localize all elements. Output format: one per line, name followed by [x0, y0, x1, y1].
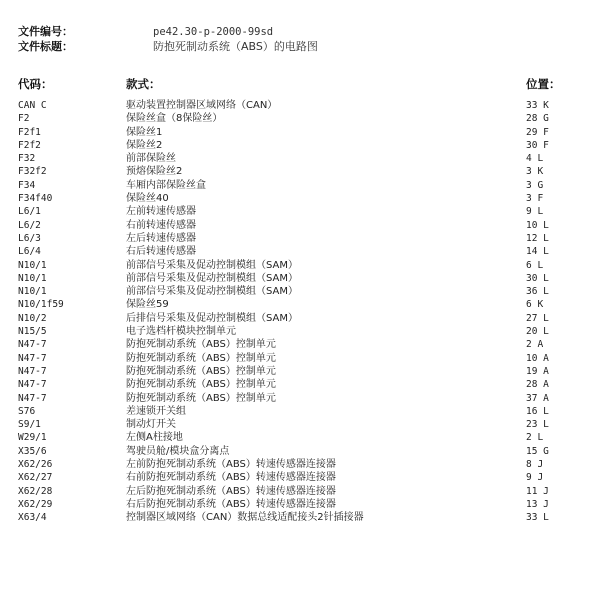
row-description: 左前防抱死制动系统（ABS）转速传感器连接器	[126, 459, 336, 471]
row-position: 9 J	[526, 472, 544, 484]
table-row	[0, 126, 608, 139]
row-code: X62/27	[18, 472, 53, 484]
row-code: N47-7	[18, 365, 47, 377]
table-row	[0, 312, 608, 325]
row-code: F34f40	[18, 193, 53, 205]
table-row	[0, 219, 608, 232]
row-code: N15/5	[18, 326, 47, 338]
row-position: 3 G	[526, 179, 544, 191]
row-code: N10/1	[18, 259, 47, 271]
table-row	[0, 165, 608, 178]
row-position: 20 L	[526, 326, 549, 338]
row-description: 前部信号采集及促动控制模组（SAM）	[126, 286, 299, 298]
column-header-code: 代码：	[18, 77, 53, 91]
table-row	[0, 245, 608, 258]
row-code: F2f1	[18, 126, 41, 138]
row-description: 保险丝盒（8保险丝）	[126, 113, 223, 125]
row-position: 23 L	[526, 419, 549, 431]
row-description: 前部信号采集及促动控制模组（SAM）	[126, 272, 299, 284]
row-position: 28 A	[526, 379, 549, 391]
row-description: 车厢内部保险丝盒	[126, 179, 206, 191]
row-position: 8 J	[526, 459, 544, 471]
row-description: 左侧A柱接地	[126, 432, 183, 444]
row-position: 28 G	[526, 113, 549, 125]
row-description: 右后防抱死制动系统（ABS）转速传感器连接器	[126, 498, 336, 510]
doc-number-value: pe42.30-p-2000-99sd	[153, 26, 274, 38]
table-row	[0, 485, 608, 498]
row-description: 左后转速传感器	[126, 232, 196, 244]
row-code: N10/2	[18, 312, 47, 324]
row-position: 37 A	[526, 392, 549, 404]
row-position: 6 K	[526, 299, 544, 311]
table-row	[0, 298, 608, 311]
row-code: X35/6	[18, 445, 47, 457]
table-row	[0, 405, 608, 418]
row-code: L6/4	[18, 246, 41, 258]
table-row	[0, 511, 608, 524]
row-description: 防抱死制动系统（ABS）控制单元	[126, 339, 276, 351]
row-position: 36 L	[526, 286, 549, 298]
row-position: 6 L	[526, 259, 544, 271]
row-position: 2 A	[526, 339, 544, 351]
row-description: 右后转速传感器	[126, 246, 196, 258]
row-description: 控制器区域网络（CAN）数据总线适配接头2针插接器	[126, 512, 364, 524]
row-code: L6/3	[18, 232, 41, 244]
doc-title-value: 防抱死制动系统（ABS）的电路图	[153, 40, 318, 53]
row-code: N47-7	[18, 379, 47, 391]
table-row	[0, 378, 608, 391]
row-code: X62/29	[18, 498, 53, 510]
table-row	[0, 365, 608, 378]
table-row	[0, 392, 608, 405]
row-code: N10/1	[18, 286, 47, 298]
row-code: F32f2	[18, 166, 47, 178]
row-code: X62/26	[18, 459, 53, 471]
row-code: F2	[18, 113, 30, 125]
table-row	[0, 431, 608, 444]
table-row	[0, 418, 608, 431]
row-position: 10 A	[526, 352, 549, 364]
row-description: 保险丝59	[126, 299, 169, 311]
row-position: 33 L	[526, 512, 549, 524]
row-position: 4 L	[526, 153, 544, 165]
row-code: N10/1f59	[18, 299, 64, 311]
table-row	[0, 232, 608, 245]
row-position: 3 F	[526, 193, 544, 205]
row-position: 30 F	[526, 139, 549, 151]
row-code: L6/1	[18, 206, 41, 218]
table-row	[0, 498, 608, 511]
row-position: 9 L	[526, 206, 544, 218]
doc-number-label: 文件编号：	[18, 25, 73, 38]
row-description: 保险丝40	[126, 193, 169, 205]
row-code: F34	[18, 179, 36, 191]
row-position: 19 A	[526, 365, 549, 377]
row-position: 15 G	[526, 445, 549, 457]
row-position: 11 J	[526, 485, 549, 497]
table-row	[0, 458, 608, 471]
table-row	[0, 272, 608, 285]
row-code: F2f2	[18, 139, 41, 151]
row-code: L6/2	[18, 219, 41, 231]
row-code: S9/1	[18, 419, 41, 431]
table-row	[0, 471, 608, 484]
row-code: W29/1	[18, 432, 47, 444]
row-code: S76	[18, 405, 36, 417]
table-row	[0, 192, 608, 205]
row-code: N47-7	[18, 339, 47, 351]
row-position: 29 F	[526, 126, 549, 138]
row-position: 12 L	[526, 232, 549, 244]
row-description: 驱动装置控制器区域网络（CAN）	[126, 100, 278, 111]
row-description: 预熔保险丝2	[126, 166, 183, 178]
table-row	[0, 445, 608, 458]
row-position: 13 J	[526, 498, 549, 510]
table-row	[0, 205, 608, 218]
doc-title-label: 文件标题：	[18, 40, 73, 53]
row-position: 3 K	[526, 166, 544, 178]
row-code: X63/4	[18, 512, 47, 524]
table-row	[0, 99, 608, 112]
row-code: CAN C	[18, 100, 47, 111]
row-code: N47-7	[18, 392, 47, 404]
row-description: 左后防抱死制动系统（ABS）转速传感器连接器	[126, 485, 336, 497]
row-description: 保险丝1	[126, 126, 163, 138]
row-position: 10 L	[526, 219, 549, 231]
row-position: 16 L	[526, 405, 549, 417]
table-row	[0, 139, 608, 152]
component-list	[0, 99, 608, 525]
row-code: X62/28	[18, 485, 53, 497]
table-row	[0, 285, 608, 298]
row-description: 防抱死制动系统（ABS）控制单元	[126, 392, 276, 404]
row-description: 防抱死制动系统（ABS）控制单元	[126, 365, 276, 377]
row-position: 2 L	[526, 432, 544, 444]
column-header-position: 位置：	[526, 77, 561, 91]
row-position: 30 L	[526, 272, 549, 284]
row-code: F32	[18, 153, 36, 165]
row-description: 制动灯开关	[126, 419, 176, 431]
row-description: 保险丝2	[126, 139, 163, 151]
row-position: 27 L	[526, 312, 549, 324]
table-row	[0, 325, 608, 338]
row-code: N10/1	[18, 272, 47, 284]
row-description: 前部信号采集及促动控制模组（SAM）	[126, 259, 299, 271]
row-description: 后排信号采集及促动控制模组（SAM）	[126, 312, 299, 324]
row-description: 驾驶员舱/模块盒分离点	[126, 445, 230, 457]
row-position: 14 L	[526, 246, 549, 258]
row-description: 防抱死制动系统（ABS）控制单元	[126, 379, 276, 391]
row-position: 33 K	[526, 100, 549, 111]
row-description: 防抱死制动系统（ABS）控制单元	[126, 352, 276, 364]
table-row	[0, 259, 608, 272]
row-code: N47-7	[18, 352, 47, 364]
table-row	[0, 338, 608, 351]
table-row	[0, 179, 608, 192]
row-description: 左前转速传感器	[126, 206, 196, 218]
table-row	[0, 152, 608, 165]
row-description: 右前防抱死制动系统（ABS）转速传感器连接器	[126, 472, 336, 484]
column-header-description: 款式：	[126, 77, 161, 91]
row-description: 前部保险丝	[126, 153, 176, 165]
row-description: 电子选档杆模块控制单元	[126, 326, 236, 338]
row-description: 右前转速传感器	[126, 219, 196, 231]
row-description: 差速锁开关组	[126, 405, 186, 417]
table-row	[0, 112, 608, 125]
table-row	[0, 352, 608, 365]
